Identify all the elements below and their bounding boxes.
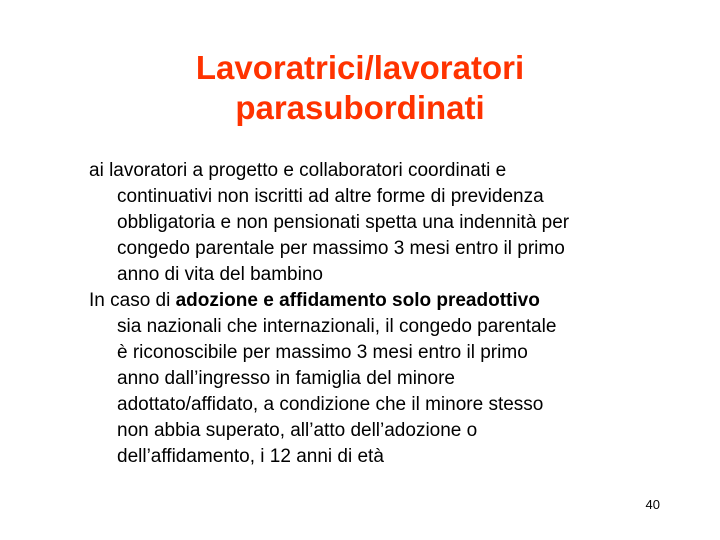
- title-line-1: Lavoratrici/lavoratori: [195, 49, 525, 86]
- slide-body: [61, 158, 701, 470]
- paragraph-2-line-6: non abbia superato, all’atto dell’adozione o: [117, 420, 478, 441]
- paragraph-2-line-4: anno dall’ingresso in famiglia del minore: [117, 368, 455, 389]
- paragraph-1-line-4: congedo parentale per massimo 3 mesi entro il primo: [117, 238, 565, 259]
- paragraph-2-emphasis: adozione e affidamento solo preadottivo: [175, 290, 540, 311]
- paragraph-2-line-5: adottato/affidato, a condizione che il minore stesso: [117, 394, 544, 415]
- page-number: 40: [645, 497, 660, 512]
- slide-title: [60, 48, 660, 128]
- paragraph-1-line-2: continuativi non iscritti ad altre forme di previdenza: [117, 186, 544, 207]
- paragraph-adoption: [61, 288, 701, 470]
- paragraph-1-line-3: obbligatoria e non pensionati spetta una indennità per: [117, 212, 570, 233]
- paragraph-1-line-5: anno di vita del bambino: [117, 264, 323, 285]
- paragraph-2-line-7: dell’affidamento, i 12 anni di età: [117, 446, 384, 467]
- paragraph-parasubordinate-workers: [61, 158, 701, 288]
- paragraph-2-line-3: è riconoscibile per massimo 3 mesi entro il primo: [117, 342, 528, 363]
- paragraph-2-line-2: sia nazionali che internazionali, il congedo parentale: [117, 316, 557, 337]
- paragraph-1-line-1: ai lavoratori a progetto e collaboratori coordinati e: [89, 160, 507, 181]
- paragraph-2-prefix: In caso di: [89, 290, 176, 311]
- paragraph-2-line-1: [89, 288, 701, 314]
- title-line-2: parasubordinati: [235, 89, 485, 126]
